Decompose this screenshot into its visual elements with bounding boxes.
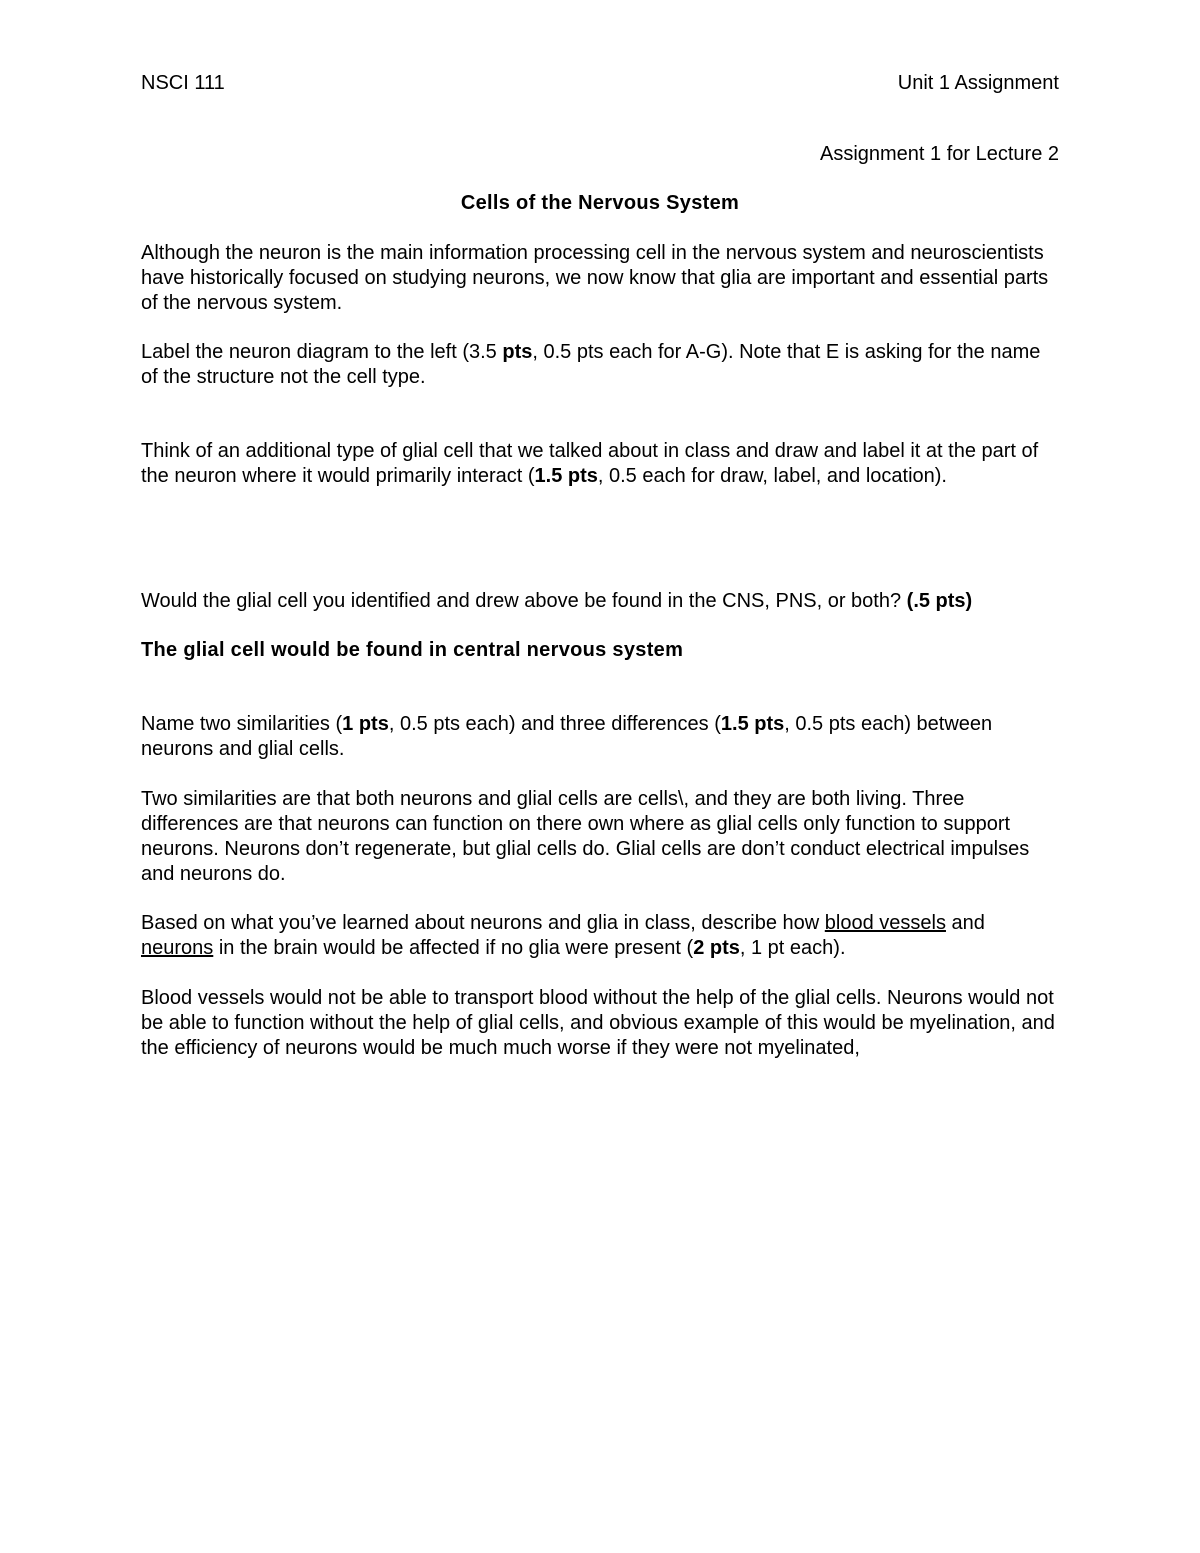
- q2-text-1: Think of an additional type of glial cell that we talked about in class and draw and label it at the part of the neuron where it would primarily interact (: [141, 440, 1039, 487]
- assignment-subtitle: Assignment 1 for Lecture 2: [819, 143, 1059, 165]
- q5-underline-neurons: neurons: [141, 937, 214, 959]
- question-1: [141, 340, 1059, 390]
- question-3: [141, 589, 1059, 614]
- q1-bold-1: pts: [502, 341, 533, 363]
- q5-bold-1: 2 pts: [693, 937, 740, 959]
- q4-bold-1: 1 pts: [342, 713, 389, 735]
- answer-3: The glial cell would be found in central nervous system: [141, 639, 684, 661]
- q5-text-4: , 1 pt each).: [739, 937, 846, 959]
- page-header: [141, 71, 1059, 96]
- q4-bold-2: 1.5 pts: [720, 713, 785, 735]
- q5-underline-blood-vessels: blood vessels: [824, 912, 946, 934]
- question-4: [141, 712, 1059, 762]
- q2-text-2: , 0.5 each for draw, label, and location).: [597, 465, 947, 487]
- question-2: [141, 439, 1059, 489]
- answer-5: Blood vessels would not be able to transport blood without the help of the glial cells. Neurons would not be able to function without the help of glial cells, and obvious example of this would be myelination, and the efficiency of neurons would be much much worse if they were not myelinated,: [141, 987, 1055, 1059]
- q3-bold-1: (.5 pts): [906, 590, 973, 612]
- q4-text-1: Name two similarities (: [141, 713, 343, 735]
- q5-text-3: in the brain would be affected if no glia were present (: [213, 937, 694, 959]
- answer-4: Two similarities are that both neurons and glial cells are cells\, and they are both living. Three differences are that neurons can function on there own where as glial cells only function to support neurons. Neurons don’t regenerate, but glial cells do. Glial cells are don’t conduct electrical impulses and neurons do.: [141, 788, 1030, 885]
- intro-paragraph: Although the neuron is the main information processing cell in the nervous system and neuroscientists have historically focused on studying neurons, we now know that glia are important and essential parts of the nervous system.: [141, 242, 1049, 314]
- q1-text-2: , 0.5 pts each for A-G). Note that E is asking for the name of the structure not the cell type.: [141, 341, 1041, 388]
- page-title: Cells of the Nervous System: [460, 192, 740, 214]
- unit-label: Unit 1 Assignment: [897, 72, 1059, 94]
- question-5: [141, 911, 1059, 961]
- q3-text-1: Would the glial cell you identified and drew above be found in the CNS, PNS, or both?: [141, 590, 907, 612]
- q2-bold-1: 1.5 pts: [534, 465, 598, 487]
- q5-text-1: Based on what you’ve learned about neurons and glia in class, describe how: [141, 912, 825, 934]
- q4-text-3: , 0.5 pts each) between neurons and glial cells.: [141, 713, 993, 760]
- q1-text-1: Label the neuron diagram to the left (3.5: [141, 341, 503, 363]
- course-code: NSCI 111: [141, 72, 225, 94]
- q5-text-2: and: [945, 912, 985, 934]
- q4-text-2: , 0.5 pts each) and three differences (: [388, 713, 721, 735]
- document-page: [141, 0, 1059, 1553]
